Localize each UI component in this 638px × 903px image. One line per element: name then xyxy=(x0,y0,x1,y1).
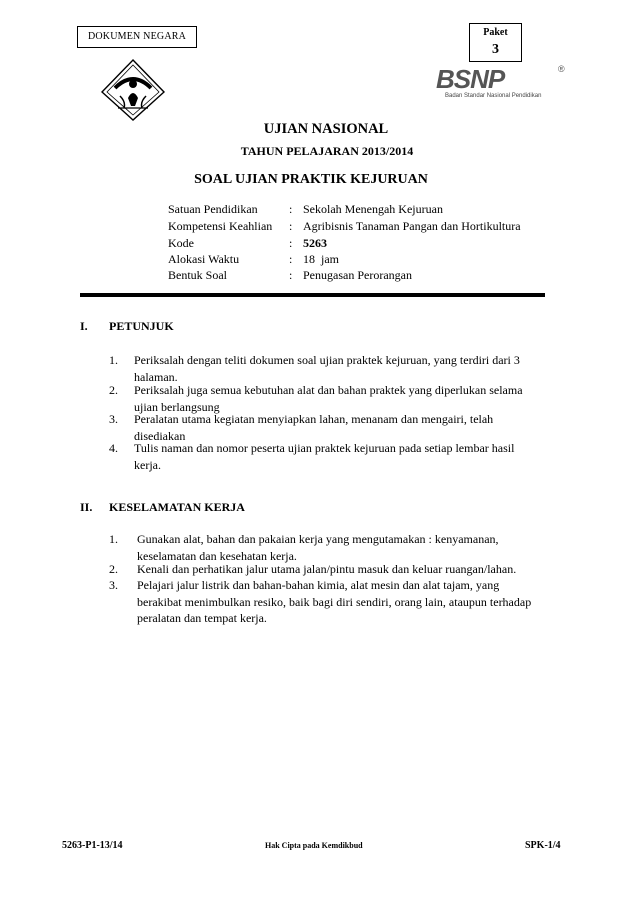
list-item-line: Periksalah dengan teliti dokumen soal ujian praktek kejuruan, yang terdiri dari 3 xyxy=(134,353,520,367)
list-item-number: 1. xyxy=(109,532,118,546)
list-item-number: 3. xyxy=(109,578,118,592)
tut-wuri-handayani-emblem xyxy=(98,58,168,122)
list-item xyxy=(134,440,564,473)
bsnp-subtitle: Badan Standar Nasional Pendidikan xyxy=(445,93,542,99)
header-divider xyxy=(80,293,545,297)
info-value: Agribisnis Tanaman Pangan dan Hortikultura xyxy=(303,219,521,233)
list-item-line: Peralatan utama kegiatan menyiapkan lahan, menanam dan mengairi, telah xyxy=(134,412,494,426)
section-title-petunjuk: PETUNJUK xyxy=(109,319,174,333)
list-item-line: halaman. xyxy=(134,369,178,384)
list-item-number: 2. xyxy=(109,383,118,397)
info-value-code: 5263 xyxy=(303,236,327,250)
info-colon: : xyxy=(289,236,293,250)
list-item-line: keselamatan dan kesehatan kerja. xyxy=(137,548,297,563)
list-item-number: 3. xyxy=(109,412,118,426)
list-item xyxy=(137,531,567,564)
academic-year xyxy=(0,144,638,159)
info-label: Alokasi Waktu xyxy=(168,252,240,266)
info-label: Kompetensi Keahlian xyxy=(168,219,273,233)
paket-number: 3 xyxy=(492,42,499,57)
list-item-line: berakibat menimbulkan resiko, baik bagi diri sendiri, orang lain, ataupun terhadap xyxy=(137,594,532,609)
list-item-number: 1. xyxy=(109,353,118,367)
academic-year-text: TAHUN PELAJARAN 2013/2014 xyxy=(240,144,414,158)
footer-page-number: SPK-1/4 xyxy=(525,840,561,851)
list-item-line: Periksalah juga semua kebutuhan alat dan bahan praktek yang diperlukan selama xyxy=(134,383,523,397)
list-item-line: Kenali dan perhatikan jalur utama jalan/pintu masuk dan keluar ruangan/lahan. xyxy=(137,562,517,576)
list-item-line: Gunakan alat, bahan dan pakaian kerja yang mengutamakan : kenyamanan, xyxy=(137,532,499,546)
list-item-line: kerja. xyxy=(134,457,161,472)
bsnp-logo xyxy=(436,64,568,108)
info-value: Sekolah Menengah Kejuruan xyxy=(303,202,443,216)
info-colon: : xyxy=(289,252,293,266)
info-colon: : xyxy=(289,219,293,233)
list-item xyxy=(137,561,567,578)
list-item-number: 4. xyxy=(109,441,118,455)
list-item xyxy=(137,577,567,627)
info-colon: : xyxy=(289,268,293,282)
list-item-line: Tulis naman dan nomor peserta ujian praktek kejuruan pada setiap lembar hasil xyxy=(134,441,515,455)
exam-title-text: UJIAN NASIONAL xyxy=(263,121,389,137)
info-value: Penugasan Perorangan xyxy=(303,268,412,282)
paket-box xyxy=(469,23,522,62)
info-label: Bentuk Soal xyxy=(168,268,227,282)
info-label: Satuan Pendidikan xyxy=(168,202,258,216)
list-item-number: 2. xyxy=(109,562,118,576)
info-value: 18 jam xyxy=(303,252,339,266)
list-item-line: Pelajari jalur listrik dan bahan-bahan kimia, alat mesin dan alat tajam, yang xyxy=(137,578,500,592)
info-label: Kode xyxy=(168,236,194,250)
list-item-line: ujian berlangsung xyxy=(134,399,220,414)
exam-subtitle xyxy=(0,172,638,188)
exam-title xyxy=(0,121,638,138)
info-colon: : xyxy=(289,202,293,216)
list-item xyxy=(134,352,564,385)
bsnp-logo-text: BSNP xyxy=(436,64,505,94)
section-title-keselamatan-kerja: KESELAMATAN KERJA xyxy=(109,500,245,514)
footer-code: 5263-P1-13/14 xyxy=(62,840,123,851)
exam-subtitle-text: SOAL UJIAN PRAKTIK KEJURUAN xyxy=(194,172,428,187)
list-item-line: peralatan dan tempat kerja. xyxy=(137,611,267,625)
registered-mark-icon: ® xyxy=(558,64,565,74)
footer-copyright: Hak Cipta pada Kemdikbud xyxy=(265,841,363,850)
paket-label: Paket xyxy=(483,27,508,38)
section-number: II. xyxy=(80,500,93,514)
section-number: I. xyxy=(80,319,88,333)
document-classification-label: DOKUMEN NEGARA xyxy=(77,26,197,48)
list-item-line: disediakan xyxy=(134,428,186,443)
